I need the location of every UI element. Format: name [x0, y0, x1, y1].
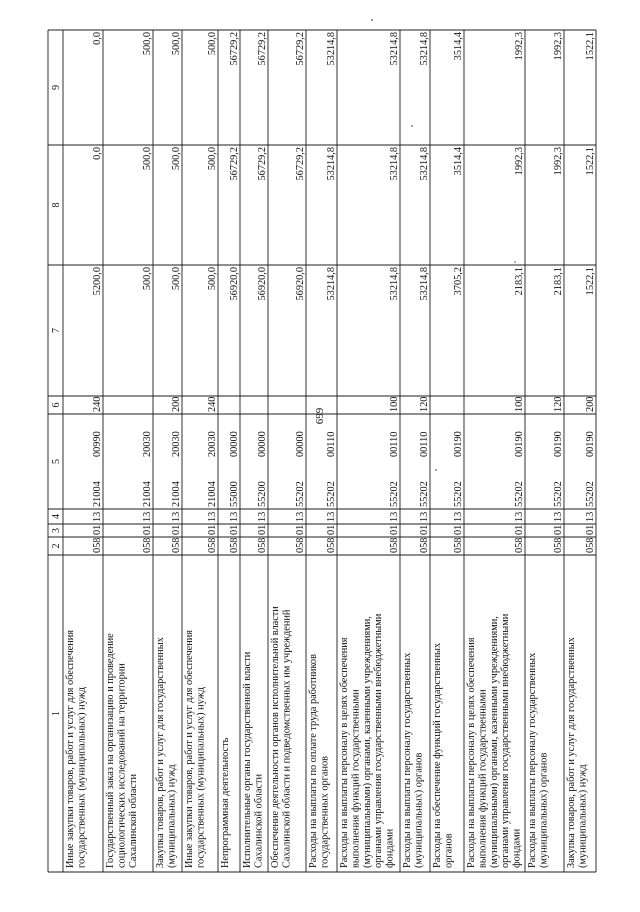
row-2-admin-code: 058	[142, 537, 153, 553]
row-14-section-code: 01	[585, 524, 596, 535]
row-13-amount-year2: 1992,3	[553, 147, 564, 176]
row-13-section-code: 01	[553, 524, 564, 535]
row-8-description-line-1: Расходы на выплаты по оплате труда работников	[308, 654, 319, 868]
row-3-amount-year3: 500,0	[171, 32, 182, 56]
row-4-amount-year1: 500,0	[207, 267, 218, 291]
row-11-amount-year3: 3514,4	[453, 32, 464, 61]
row-4-amount-year2: 500,0	[207, 147, 218, 171]
row-4-subsection-code: 13	[207, 511, 218, 522]
column-header-9: 9	[51, 85, 62, 90]
row-9-amount-year2: 53214,8	[389, 147, 400, 181]
row-6-section-code: 01	[257, 524, 268, 535]
row-9-amount-year3: 53214,8	[389, 32, 400, 66]
row-5-amount-year1: 56920,0	[229, 267, 240, 301]
row-11-amount-year1: 3705,2	[453, 267, 464, 296]
row-7-subsection-code: 13	[295, 511, 306, 522]
row-5-admin-code: 058	[229, 537, 240, 553]
row-9-description-line-3: (муниципальными) органами, казенными учреждениями,	[361, 616, 373, 868]
row-12-description-line-2: выполнения функций государственными	[477, 689, 489, 868]
row-8-admin-code: 058	[326, 537, 337, 553]
row-13-expense-type: 120	[553, 396, 564, 412]
row-12-section-code: 01	[514, 524, 525, 535]
row-10-description-line-1: Расходы на выплаты персоналу государственных	[402, 652, 413, 868]
row-3-description-line-2: (муниципальных) нужд	[166, 764, 178, 868]
row-6-description-line-2: Сахалинской области	[253, 774, 265, 868]
table-cells	[51, 32, 596, 868]
row-11-description-line-2: органов	[443, 833, 455, 868]
row-13-target-code-direction: 00190	[553, 431, 564, 457]
row-14-amount-year1: 1522,1	[585, 267, 596, 296]
row-14-description-line-1: Закупка товаров, работ и услуг для государственных	[566, 637, 577, 868]
row-10-description-line-2: (муниципальных) органов	[413, 752, 425, 868]
row-7-target-code-direction: 00000	[295, 431, 306, 457]
row-10-admin-code: 058	[419, 537, 430, 553]
row-10-subsection-code: 13	[419, 511, 430, 522]
row-5-target-code-program: 55000	[229, 481, 240, 507]
row-14-amount-year3: 1522,1	[585, 32, 596, 61]
column-header-2: 2	[51, 543, 62, 549]
row-6-amount-year2: 56729,2	[257, 147, 268, 181]
row-7-target-code-program: 55202	[295, 481, 306, 507]
row-3-target-code-direction: 20030	[171, 431, 182, 457]
row-5-description-line-1: Непрограммная деятельность	[220, 737, 231, 868]
row-6-target-code-program: 55200	[257, 481, 268, 507]
row-4-description-line-1: Иные закупки товаров, работ и услуг для обеспечения	[184, 630, 195, 868]
row-12-amount-year1: 2183,1	[514, 267, 525, 296]
row-13-admin-code: 058	[553, 537, 564, 553]
row-8-section-code: 01	[326, 524, 337, 535]
row-2-target-code-direction: 20030	[142, 431, 153, 457]
row-4-expense-type: 240	[207, 396, 218, 412]
row-14-subsection-code: 13	[585, 511, 596, 522]
row-3-target-code-program: 21004	[171, 481, 182, 507]
row-7-amount-year1: 56920,0	[295, 267, 306, 301]
row-10-expense-type: 120	[419, 396, 430, 412]
row-9-description-line-2: выполнения функций государственными	[350, 689, 362, 868]
row-2-amount-year3: 500,0	[142, 32, 153, 56]
row-9-amount-year1: 53214,8	[389, 267, 400, 301]
row-2-target-code-program: 21004	[142, 481, 153, 507]
row-6-target-code-direction: 00000	[257, 431, 268, 457]
row-14-expense-type: 200	[585, 396, 596, 412]
row-4-target-code-direction: 20030	[207, 431, 218, 457]
row-10-target-code-program: 55202	[419, 481, 430, 507]
row-10-target-code-direction: 00110	[419, 431, 430, 457]
row-3-expense-type: 200	[171, 396, 182, 412]
row-10-section-code: 01	[419, 524, 430, 535]
row-5-section-code: 01	[229, 524, 240, 535]
row-6-description-line-1: Исполнительные органы государственной власти	[242, 651, 253, 868]
row-7-amount-year3: 56729,2	[295, 32, 306, 66]
row-11-target-code-direction: 00190	[453, 431, 464, 457]
row-14-admin-code: 058	[585, 537, 596, 553]
row-12-amount-year3: 1992,3	[514, 32, 525, 61]
row-3-amount-year2: 500,0	[171, 147, 182, 171]
row-5-target-code-direction: 00000	[229, 431, 240, 457]
row-8-target-code-direction: 00110	[326, 431, 337, 457]
row-9-target-code-direction: 00110	[389, 431, 400, 457]
row-11-description-line-1: Расходы на обеспечение функций государственных	[432, 642, 443, 868]
column-header-1: 1	[51, 711, 62, 716]
row-8-description-line-2: государственных органов	[319, 756, 331, 868]
row-4-description-line-2: государственных (муниципальных) нужд	[195, 687, 207, 868]
row-10-amount-year2: 53214,8	[419, 147, 430, 181]
row-9-expense-type: 100	[389, 396, 400, 412]
row-1-amount-year3: 0,0	[92, 32, 103, 45]
column-header-6: 6	[51, 402, 62, 408]
row-12-target-code-direction: 00190	[514, 431, 525, 457]
row-9-target-code-program: 55202	[389, 481, 400, 507]
row-2-description-line-1: Государственный заказ на организацию и проведение	[105, 633, 116, 868]
row-12-admin-code: 058	[514, 537, 525, 553]
row-13-amount-year1: 2183,1	[553, 267, 564, 296]
row-8-amount-year2: 53214,8	[326, 147, 337, 181]
row-1-amount-year1: 5200,0	[92, 267, 103, 296]
row-14-amount-year2: 1522,1	[585, 147, 596, 176]
row-9-description-line-4: органами управления государственными внебюджетными	[373, 613, 385, 868]
row-2-amount-year2: 500,0	[142, 147, 153, 171]
row-12-description-line-1: Расходы на выплаты персоналу в целях обеспечения	[466, 637, 477, 868]
row-5-subsection-code: 13	[229, 511, 240, 522]
row-1-description-line-1: Иные закупки товаров, работ и услуг для обеспечения	[65, 630, 76, 868]
row-4-section-code: 01	[207, 524, 218, 535]
row-7-description-line-1: Обеспечение деятельности органов исполнительной власти	[270, 606, 281, 868]
row-1-admin-code: 058	[92, 537, 103, 553]
row-1-target-code-direction: 00990	[92, 431, 103, 457]
row-6-amount-year1: 56920,0	[257, 267, 268, 301]
row-12-expense-type: 100	[514, 396, 525, 412]
row-14-target-code-program: 55202	[585, 481, 596, 507]
row-2-amount-year1: 500,0	[142, 267, 153, 291]
row-8-target-code-program: 55202	[326, 481, 337, 507]
row-13-description-line-2: (муниципальных) органов	[538, 752, 550, 868]
row-4-amount-year3: 500,0	[207, 32, 218, 56]
row-9-admin-code: 058	[389, 537, 400, 553]
row-2-subsection-code: 13	[142, 511, 153, 522]
row-3-section-code: 01	[171, 524, 182, 535]
row-6-admin-code: 058	[257, 537, 268, 553]
row-12-target-code-program: 55202	[514, 481, 525, 507]
row-2-description-line-2: социологических исследований на территории	[116, 663, 128, 868]
row-7-amount-year2: 56729,2	[295, 147, 306, 181]
row-3-subsection-code: 13	[171, 511, 182, 522]
row-10-amount-year1: 53214,8	[419, 267, 430, 301]
column-header-3: 3	[51, 528, 62, 533]
row-4-target-code-program: 21004	[207, 481, 218, 507]
row-1-section-code: 01	[92, 524, 103, 535]
page-number: 699	[314, 407, 326, 425]
row-13-amount-year3: 1992,3	[553, 32, 564, 61]
row-6-amount-year3: 56729,2	[257, 32, 268, 66]
column-header-7: 7	[51, 328, 62, 333]
row-13-subsection-code: 13	[553, 511, 564, 522]
row-4-admin-code: 058	[207, 537, 218, 553]
row-11-section-code: 01	[453, 524, 464, 535]
row-12-amount-year2: 1992,3	[514, 147, 525, 176]
row-10-amount-year3: 53214,8	[419, 32, 430, 66]
row-2-section-code: 01	[142, 524, 153, 535]
row-12-subsection-code: 13	[514, 511, 525, 522]
row-1-expense-type: 240	[92, 396, 103, 412]
column-header-5: 5	[51, 459, 62, 464]
row-5-amount-year2: 56729,2	[229, 147, 240, 181]
row-3-amount-year1: 500,0	[171, 267, 182, 291]
row-2-description-line-3: Сахалинской области	[127, 774, 139, 868]
row-14-description-line-2: (муниципальных) нужд	[577, 764, 589, 868]
row-3-admin-code: 058	[171, 537, 182, 553]
row-11-subsection-code: 13	[453, 511, 464, 522]
row-5-amount-year3: 56729,2	[229, 32, 240, 66]
row-9-description-line-1: Расходы на выплаты персоналу в целях обеспечения	[339, 637, 350, 868]
row-8-subsection-code: 13	[326, 511, 337, 522]
row-9-section-code: 01	[389, 524, 400, 535]
row-7-description-line-2: Сахалинской области и подведомственных им учреждений	[281, 609, 293, 868]
row-1-amount-year2: 0,0	[92, 147, 103, 160]
row-1-description-line-2: государственных (муниципальных) нужд	[76, 687, 88, 868]
row-14-target-code-direction: 00190	[585, 431, 596, 457]
row-13-description-line-1: Расходы на выплаты персоналу государственных	[527, 652, 538, 868]
row-1-target-code-program: 21004	[92, 481, 103, 507]
row-8-amount-year3: 53214,8	[326, 32, 337, 66]
row-12-description-line-4: органами управления государственными внебюджетными	[500, 613, 512, 868]
column-header-4: 4	[51, 514, 62, 519]
row-3-description-line-1: Закупка товаров, работ и услуг для государственных	[155, 637, 166, 868]
row-11-admin-code: 058	[453, 537, 464, 553]
row-12-description-line-3: (муниципальными) органами, казенными учреждениями,	[488, 616, 500, 868]
row-7-section-code: 01	[295, 524, 306, 535]
row-13-target-code-program: 55202	[553, 481, 564, 507]
column-header-8: 8	[51, 202, 62, 208]
row-9-description-line-5: фондами	[384, 828, 396, 868]
row-1-subsection-code: 13	[92, 511, 103, 522]
row-9-subsection-code: 13	[389, 511, 400, 522]
row-6-subsection-code: 13	[257, 511, 268, 522]
row-11-target-code-program: 55202	[453, 481, 464, 507]
row-12-description-line-5: фондами	[511, 828, 523, 868]
row-11-amount-year2: 3514,4	[453, 147, 464, 176]
row-7-admin-code: 058	[295, 537, 306, 553]
row-8-amount-year1: 53214,8	[326, 267, 337, 301]
